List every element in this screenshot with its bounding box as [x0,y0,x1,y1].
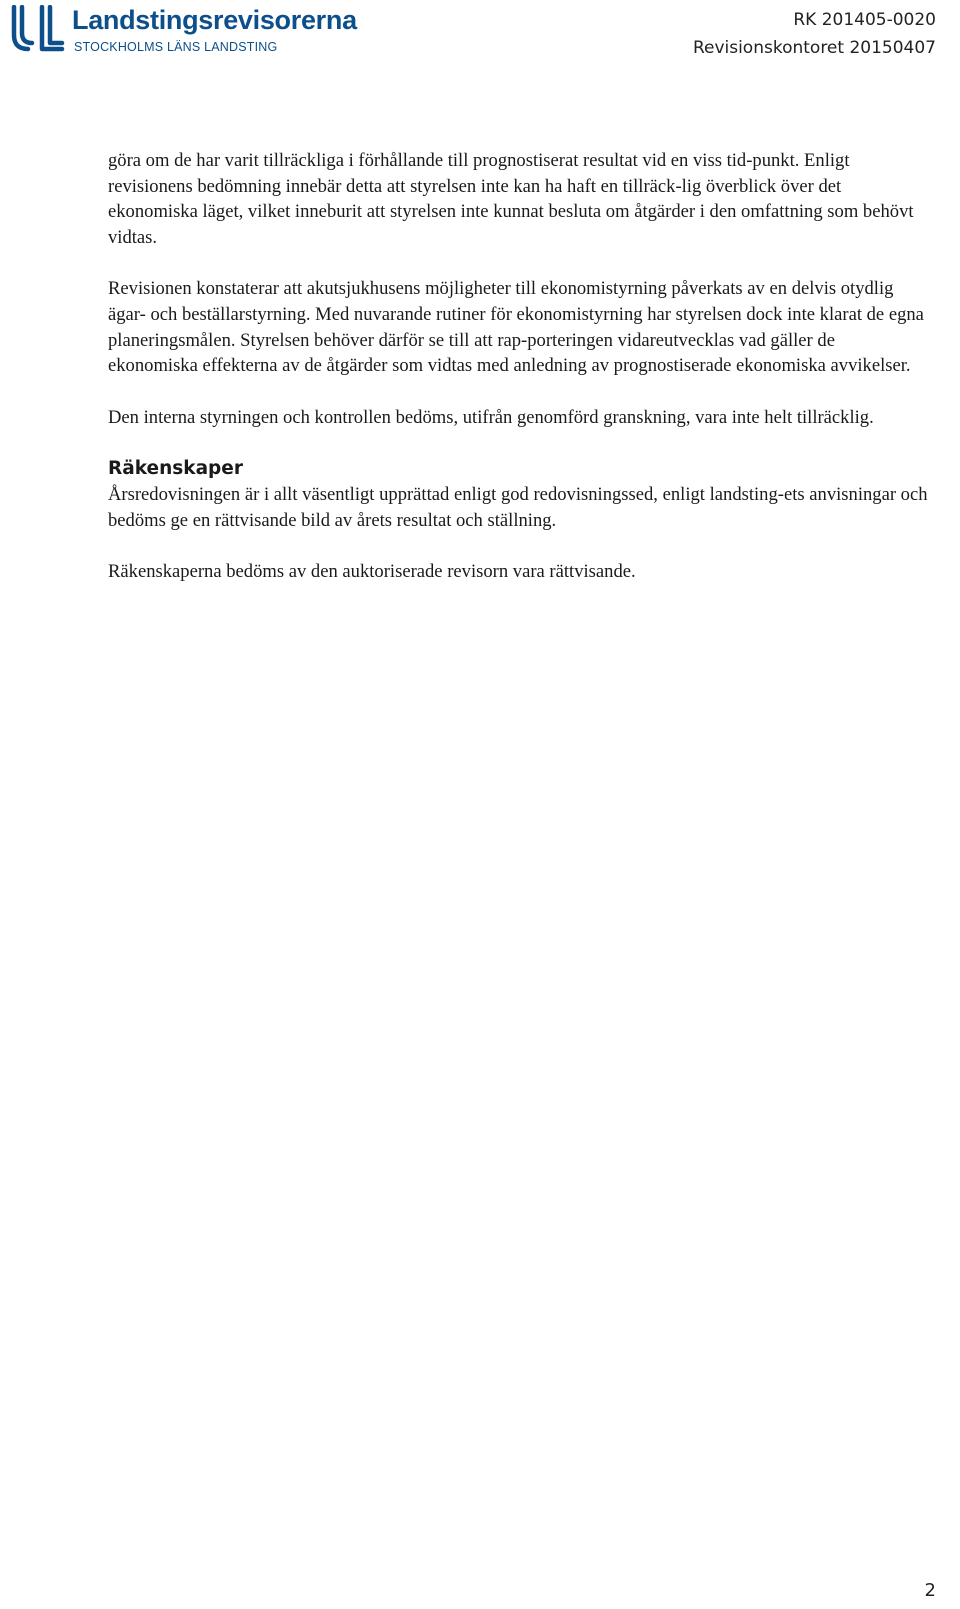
body-paragraph: Den interna styrningen och kontrollen bedöms, utifrån genomförd granskning, vara inte helt tillräcklig. [108,406,874,428]
document-id: RK 201405-0020 [793,10,936,30]
document-office-date: Revisionskontoret 20150407 [692,38,936,58]
section-paragraph: Räkenskaperna bedöms av den auktoriserade revisorn vara rättvisande. [108,561,636,583]
organization-logo [8,5,368,57]
body-paragraph: Revisionen konstaterar att akutsjukhusens möjligheter till ekonomistyrning påverkats av en delvis otydlig ägar- och beställarstyrning. Med nuvarande rutiner för ekonomistyrning har styrelsen dock inte klarat de egna planeringsmålen. Styrelsen behöver därför se till att rap-porteringen vidareutvecklas vad gäller de ekonomiska effekterna av de åtgärder som vidtas med anledning av prognostiserade ekonomiska avvikelser. [108,278,924,377]
logo-name: Landstingsrevisorerna [72,5,357,35]
logo-subtitle: STOCKHOLMS LÄNS LANDSTING [74,40,278,54]
body-paragraph: göra om de har varit tillräckliga i förhållande till prognostiserat resultat vid en viss tid-punkt. Enligt revisionens bedömning innebär detta att styrelsen inte kan ha haft en tillräck-lig överblick över det ekonomiska läget, vilket inneburit att styrelsen inte kunnat besluta om åtgärder i den omfattning som behövt vidtas. [108,150,914,248]
page-number: 2 [924,1580,936,1601]
document-body [108,148,928,611]
section-paragraph: Årsredovisningen är i allt väsentligt upprättad enligt god redovisningssed, enligt landsting-ets anvisningar och bedöms ge en rättvisande bild av årets resultat och ställning. [108,483,928,531]
logo-mark-icon [8,5,68,55]
section-heading: Räkenskaper [108,458,243,480]
document-reference [693,6,936,62]
page-header [0,0,960,70]
